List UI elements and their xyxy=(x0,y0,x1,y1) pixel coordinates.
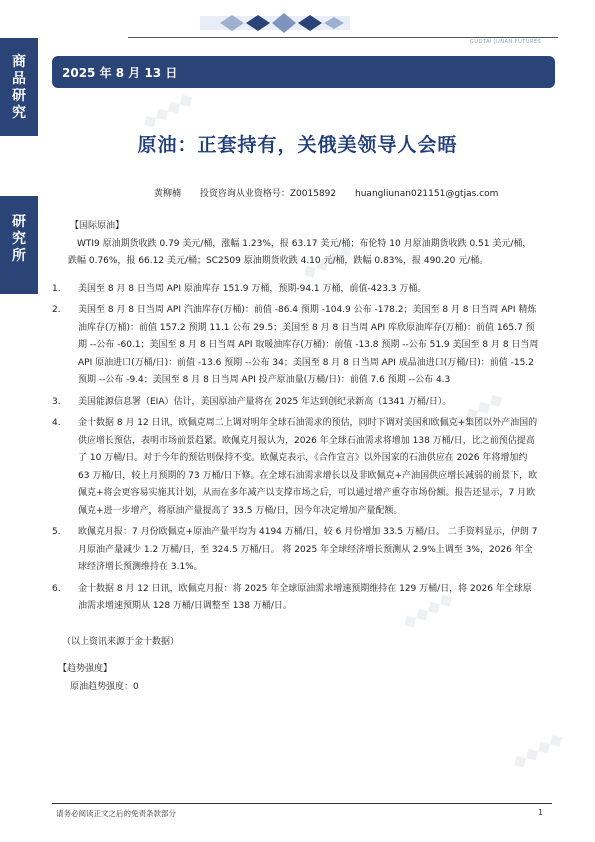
header-rule xyxy=(128,37,558,38)
list-item xyxy=(52,281,540,299)
list-item-text: 金十数据 8 月 12 日讯，欧佩克周二上调对明年全球石油需求的预估，同时下调对美国和欧佩克+集团以外产油国的供应增长预估，表明市场前景趋紧。欧佩克月报认为，2026 年全球石油需求将增加 138 万桶/日，比之前预估提高了 10 万桶/日。对于今年的预估则保持不变。欧佩克表示，《合作宣言》以外国家的石油供应在 2026 年将增加约 63 万桶/日，较上月预期的 73 万桶/日下修。在全球石油需求增长以及非欧佩克+产油国供应增长减弱的前景下，欧佩克+将会更容易实施其计划，从而在多年减产以支撑市场之后，可以通过增产重夺市场份额。报告还显示，7 月欧佩克+进一步增产，将原油产量提高了 33.5 万桶/日，因今年决定增加产量配额。 xyxy=(78,418,538,516)
report-date: 2025 年 8 月 13 日 xyxy=(62,66,178,80)
list-item xyxy=(52,415,540,520)
list-item-number: 5. xyxy=(52,527,61,537)
list-item-number: 4. xyxy=(52,418,61,428)
list-item xyxy=(52,524,540,577)
report-body xyxy=(52,218,540,696)
section-heading-intl: 【国际原油】 xyxy=(70,221,125,231)
section-heading-trend: 【趋势强度】 xyxy=(58,664,113,674)
source-note: （以上资讯来源于金十数据） xyxy=(62,636,180,647)
list-item-text: 美国能源信息署（EIA）估计，美国原油产量将在 2025 年达到创纪录新高（1341 万桶/日）。 xyxy=(78,396,452,407)
author-license: 投资咨询从业资格号：Z0015892 xyxy=(199,189,337,199)
footer-rule xyxy=(52,803,552,804)
list-item-number: 2. xyxy=(52,305,61,315)
list-item-text: 美国至 8 月 8 日当周 API 汽油库存(万桶)：前值 -86.4 预期 -104.9 公布 -178.2；美国至 8 月 8 日当周 API 精炼油库存(万桶)：前值 157.2 预期 11.1 公布 29.5；美国至 8 月 8 日当周 API 库欣原油库存(万桶)：前值 165.7 预期 --公布 -60.1；美国至 8 月 8 日当周 API 取暖油库存(万桶)：前值 -13.8 预期 --公布 51.9 美国至 8 月 8 日当周 API 原油进口(万桶/日)：前值 -13.6 预期 --公布 34；美国至 8 月 8 日当周 API 成品油进口(万桶/日)：前值 -15.2 预期 --公布 -9.4；美国至 8 月 8 日当周 API 投产原油量(万桶/日)：前值 7.6 预期 --公布 4.3 xyxy=(78,305,539,385)
sidebar-label-commodity-research: 商品研究 xyxy=(12,54,26,121)
list-item xyxy=(52,394,540,412)
watermark-mark: ◆◆◆◆ xyxy=(448,387,507,434)
trend-strength: 原油趋势强度：0 xyxy=(70,681,139,692)
author-name: 黄柳楠 xyxy=(154,189,182,199)
list-item xyxy=(52,302,540,390)
list-item-number: 6. xyxy=(52,583,61,594)
header-tagline: GUOTAI JUNAN FUTURES xyxy=(470,39,542,45)
company-logo-icon xyxy=(200,6,350,36)
list-item-text: 欧佩克月报：7 月份欧佩克+原油产量平均为 4194 万桶/日，较 6 月份增加 33.5 万桶/日。 二手资料显示，伊朗 7 月原油产量减少 1.2 万桶/日，至 324.5 万桶/日。 将 2025 年全球经济增长预测从 2.9%上调至 3%，2026 年全球经济增长预测维持在 3.1%。 xyxy=(78,527,538,572)
page-number: 1 xyxy=(538,808,544,817)
footer-disclaimer: 请务必阅读正文之后的免责条款部分 xyxy=(56,809,176,818)
watermark-mark: ◆◆◆◆ xyxy=(398,587,457,634)
list-item-text: 金十数据 8 月 12 日讯，欧佩克月报：将 2025 年全球原油需求增速预期维持在 129 万桶/日，将 2026 年全球原油需求增速预期从 128 万桶/日调整至 138 万桶/日。 xyxy=(78,583,532,611)
author-email: huangliunan021151@gtjas.com xyxy=(355,189,499,199)
author-line xyxy=(154,186,514,199)
intl-summary: WTI9 原油期货收跌 0.79 美元/桶，涨幅 1.23%，报 63.17 美元/桶；布伦特 10 月原油期货收跌 0.51 美元/桶，跌幅 0.76%，报 66.12 美元/桶；SC2509 原油期货收跌 4.10 元/桶，跌幅 0.83%，报 490.20 元/桶。 xyxy=(68,238,532,266)
list-item xyxy=(52,581,540,616)
watermark-mark: ◆◆◆◆ xyxy=(508,727,567,774)
watermark-mark: ◆◆◆◆ xyxy=(298,237,357,284)
report-title: 原油：正套持有，关俄美领导人会晤 xyxy=(137,134,458,156)
news-list xyxy=(52,281,540,616)
sidebar-label-institute: 研究所 xyxy=(12,214,26,264)
list-item-number: 3. xyxy=(52,396,61,407)
list-item-number: 1. xyxy=(52,283,61,294)
list-item-text: 美国至 8 月 8 日当周 API 原油库存 151.9 万桶，预期-94.1 万桶，前值-423.3 万桶。 xyxy=(78,283,427,294)
watermark-mark: ◆◆◆◆ xyxy=(138,87,197,134)
